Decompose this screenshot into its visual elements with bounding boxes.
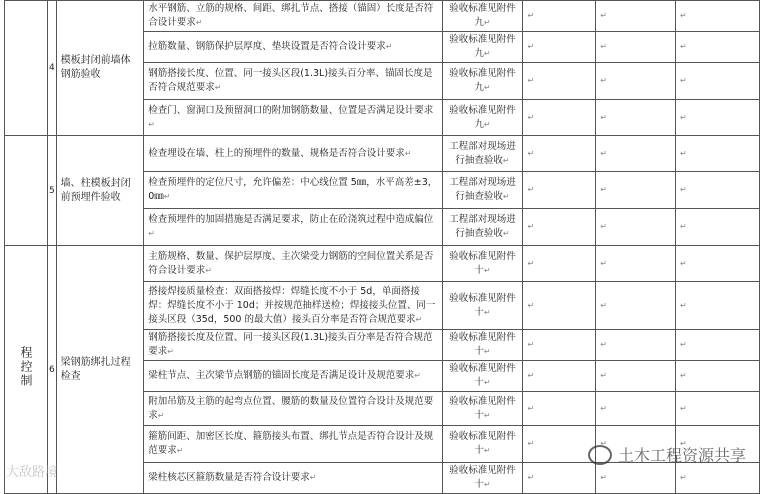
return-mark: ↵ — [214, 83, 222, 92]
return-mark: ↵ — [600, 185, 607, 194]
check-content-text: 主筋规格、数量、保护层厚度、主次梁受力钢筋的空间位置关系是否符合设计要求 — [148, 250, 434, 276]
return-mark: ↵ — [679, 222, 687, 231]
return-mark: ↵ — [483, 347, 491, 356]
return-mark: ↵ — [483, 410, 491, 420]
acceptance-standard-text: 验收标准见附件九 — [449, 104, 516, 130]
check-content — [144, 100, 442, 136]
return-mark: ↵ — [502, 192, 510, 201]
check-content — [144, 361, 442, 392]
check-content — [144, 136, 442, 172]
item-name: 梁钢筋绑扎过程检查 — [56, 246, 144, 494]
blank-cell-f — [596, 426, 676, 463]
return-mark: ↵ — [679, 340, 687, 349]
blank-cell-g — [675, 282, 759, 330]
blank-cell-g — [675, 426, 759, 463]
return-mark: ↵ — [600, 403, 607, 413]
return-mark: ↵ — [483, 378, 491, 387]
check-content-text: 附加吊筋及主筋的起弯点位置、腰筋的数量及位置符合设计及规范要求 — [148, 395, 434, 421]
blank-cell-g — [675, 100, 759, 136]
blank-cell-e — [523, 282, 596, 330]
item-number: 6 — [48, 246, 57, 494]
blank-cell-f — [596, 32, 676, 63]
return-mark: ↵ — [148, 229, 155, 238]
blank-cell-g — [675, 330, 759, 361]
return-mark: ↵ — [502, 155, 510, 165]
acceptance-standard — [442, 282, 523, 330]
return-mark: ↵ — [527, 340, 535, 349]
table-row — [5, 246, 760, 282]
return-mark: ↵ — [527, 371, 535, 380]
return-mark: ↵ — [600, 148, 607, 158]
return-mark: ↵ — [167, 347, 174, 356]
blank-cell-e — [523, 32, 596, 63]
return-mark: ↵ — [679, 11, 687, 20]
return-mark: ↵ — [205, 265, 212, 275]
acceptance-standard — [442, 32, 523, 63]
phase-cell — [5, 246, 48, 494]
return-mark: ↵ — [483, 480, 491, 489]
return-mark: ↵ — [176, 446, 184, 455]
blank-cell-f — [596, 392, 676, 426]
blank-cell-g — [675, 392, 759, 426]
return-mark: ↵ — [527, 42, 535, 51]
return-mark: ↵ — [415, 314, 423, 324]
acceptance-standard — [442, 100, 523, 136]
return-mark: ↵ — [527, 258, 535, 268]
blank-cell-e — [523, 63, 596, 100]
blank-cell-f — [596, 282, 676, 330]
return-mark: ↵ — [483, 83, 491, 92]
blank-cell-f — [596, 330, 676, 361]
blank-cell-f — [596, 361, 676, 392]
return-mark: ↵ — [600, 112, 607, 122]
phase-cell-empty — [5, 136, 48, 246]
blank-cell-g — [675, 463, 759, 494]
blank-cell-f — [596, 246, 676, 282]
acceptance-standard-text: 验收标准见附件十 — [449, 250, 516, 276]
acceptance-standard — [442, 209, 523, 246]
return-mark: ↵ — [679, 439, 687, 448]
acceptance-standard-text: 工程部对现场进行抽查验收 — [449, 177, 516, 202]
return-mark: ↵ — [679, 371, 687, 380]
check-content-text: 检查埋设在墙、柱上的预埋件的数量、规格是否符合设计要求 — [148, 147, 405, 159]
check-content-text: 水平钢筋、立筋的规格、间距、绑扎节点、搭接（锚固）长度是否符合设计要求 — [148, 3, 434, 28]
acceptance-standard — [442, 361, 523, 392]
acceptance-standard-text: 验收标准见附件十 — [449, 363, 516, 388]
check-content — [144, 282, 442, 330]
check-content — [144, 426, 442, 463]
blank-cell-g — [675, 172, 759, 209]
return-mark: ↵ — [679, 258, 687, 268]
check-content-text: 检查预埋件的定位尺寸，允许偏差：中心线位置 5㎜，水平高差±3，0㎜ — [148, 177, 438, 202]
check-content-text: 检查预埋件的加固措施是否满足要求，防止在砼浇筑过程中造成偏位 — [148, 214, 434, 225]
return-mark: ↵ — [600, 473, 607, 482]
blank-cell-f — [596, 172, 676, 209]
return-mark: ↵ — [163, 192, 171, 201]
acceptance-standard-text: 验收标准见附件九 — [449, 3, 516, 28]
blank-cell-f — [596, 100, 676, 136]
inspection-table — [4, 0, 760, 494]
phase-cell-empty — [5, 1, 48, 136]
check-content — [144, 32, 442, 63]
return-mark: ↵ — [527, 473, 535, 482]
check-content-text: 搭接焊接质量检查：双面搭接焊：焊缝长度不小于 5d，单面搭接焊：焊缝长度不小于 10d；并按规范抽样送检；焊接接头位置、同一接头区段（35d，500 的最大值）接头百分率是否符合规范要求 — [148, 285, 436, 325]
blank-cell-f — [596, 136, 676, 172]
item-number: 5 — [48, 136, 57, 246]
watermark-right: 土木工程资源共享 — [588, 443, 746, 466]
blank-cell-e — [523, 361, 596, 392]
acceptance-standard-text: 验收标准见附件九 — [449, 68, 516, 93]
blank-cell-e — [523, 392, 596, 426]
blank-cell-f — [596, 209, 676, 246]
return-mark: ↵ — [600, 340, 607, 349]
return-mark: ↵ — [600, 222, 607, 231]
blank-cell-f — [596, 1, 676, 32]
item-name: 墙、柱模板封闭前预埋件验收 — [56, 136, 144, 246]
return-mark: ↵ — [483, 119, 491, 129]
return-mark: ↵ — [600, 371, 607, 380]
check-content-text: 检查门、窗洞口及预留洞口的附加钢筋数量、位置是否满足设计要求 — [148, 104, 434, 116]
blank-cell-g — [675, 361, 759, 392]
return-mark: ↵ — [600, 258, 607, 268]
check-content — [144, 330, 442, 361]
check-content-text: 梁柱节点、主次梁节点钢筋的锚固长度是否满足设计及规范要求 — [148, 370, 415, 381]
check-content — [144, 463, 442, 494]
return-mark: ↵ — [385, 42, 393, 51]
return-mark: ↵ — [148, 119, 155, 129]
return-mark: ↵ — [679, 300, 687, 310]
check-content — [144, 63, 442, 100]
return-mark: ↵ — [404, 148, 412, 158]
return-mark: ↵ — [527, 11, 535, 20]
return-mark: ↵ — [483, 49, 491, 58]
check-content-text: 箍筋间距、加密区长度、箍筋接头布置、绑扎节点是否符合设计及规范要求 — [148, 431, 434, 456]
return-mark: ↵ — [679, 473, 687, 482]
blank-cell-g — [675, 209, 759, 246]
blank-cell-g — [675, 1, 759, 32]
blank-cell-e — [523, 463, 596, 494]
table-row — [5, 136, 760, 172]
blank-cell-e — [523, 1, 596, 32]
return-mark: ↵ — [483, 307, 491, 317]
blank-cell-g — [675, 63, 759, 100]
return-mark: ↵ — [414, 371, 421, 380]
item-number: 4 — [48, 1, 57, 136]
blank-cell-e — [523, 209, 596, 246]
acceptance-standard — [442, 63, 523, 100]
acceptance-standard-text: 验收标准见附件十 — [449, 465, 516, 490]
return-mark: ↵ — [679, 42, 687, 51]
check-content-text: 梁柱核芯区箍筋数量是否符合设计要求 — [148, 472, 310, 483]
check-content-text: 拉筋数量、钢筋保护层厚度、垫块设置是否符合设计要求 — [148, 41, 386, 52]
item-name: 模板封闭前墙体钢筋验收 — [56, 1, 144, 136]
return-mark: ↵ — [157, 410, 165, 420]
return-mark: ↵ — [600, 42, 607, 51]
table-row — [5, 1, 760, 32]
blank-cell-e — [523, 246, 596, 282]
blank-cell-e — [523, 136, 596, 172]
acceptance-standard-text: 验收标准见附件十 — [449, 395, 516, 421]
acceptance-standard-text: 验收标准见附件九 — [449, 34, 516, 59]
blank-cell-f — [596, 63, 676, 100]
watermark-left: 大敌路境 — [6, 465, 59, 480]
acceptance-standard — [442, 1, 523, 32]
return-mark: ↵ — [483, 446, 491, 455]
return-mark: ↵ — [527, 222, 535, 231]
acceptance-standard — [442, 246, 523, 282]
acceptance-standard-text: 验收标准见附件十 — [449, 431, 516, 456]
blank-cell-g — [675, 246, 759, 282]
return-mark: ↵ — [527, 403, 535, 413]
return-mark: ↵ — [527, 439, 535, 448]
return-mark: ↵ — [527, 76, 535, 85]
acceptance-standard — [442, 392, 523, 426]
return-mark: ↵ — [502, 229, 510, 238]
check-content — [144, 209, 442, 246]
check-content — [144, 246, 442, 282]
return-mark: ↵ — [483, 265, 491, 275]
phase-label: 程控制 — [19, 346, 33, 388]
return-mark: ↵ — [309, 473, 317, 482]
blank-cell-e — [523, 100, 596, 136]
acceptance-standard — [442, 330, 523, 361]
return-mark: ↵ — [527, 112, 535, 122]
return-mark: ↵ — [600, 76, 607, 85]
check-content-text: 钢筋搭接长度及位置、同一接头区段(1.3L)接头百分率是否符合规范要求 — [148, 332, 433, 357]
return-mark: ↵ — [600, 11, 607, 20]
return-mark: ↵ — [600, 439, 607, 448]
blank-cell-g — [675, 32, 759, 63]
return-mark: ↵ — [679, 112, 687, 122]
blank-cell-e — [523, 330, 596, 361]
acceptance-standard-text: 验收标准见附件十 — [449, 332, 516, 357]
acceptance-standard — [442, 426, 523, 463]
return-mark: ↵ — [679, 185, 687, 194]
acceptance-standard — [442, 172, 523, 209]
return-mark: ↵ — [483, 18, 491, 27]
return-mark: ↵ — [679, 148, 687, 158]
acceptance-standard — [442, 136, 523, 172]
check-content — [144, 172, 442, 209]
check-content — [144, 392, 442, 426]
acceptance-standard-text: 工程部对现场进行抽查验收 — [449, 140, 516, 166]
blank-cell-f — [596, 463, 676, 494]
check-content — [144, 1, 442, 32]
blank-cell-e — [523, 172, 596, 209]
return-mark: ↵ — [527, 300, 535, 310]
return-mark: ↵ — [195, 18, 203, 27]
check-content-text: 钢筋搭接长度、位置、同一接头区段(1.3L)接头百分率、锚固长度是否符合规范要求 — [148, 68, 433, 93]
return-mark: ↵ — [527, 148, 535, 158]
return-mark: ↵ — [527, 185, 535, 194]
return-mark: ↵ — [679, 76, 687, 85]
acceptance-standard — [442, 463, 523, 494]
acceptance-standard-text: 验收标准见附件十 — [449, 292, 516, 318]
blank-cell-g — [675, 136, 759, 172]
blank-cell-e — [523, 426, 596, 463]
acceptance-standard-text: 工程部对现场进行抽查验收 — [449, 214, 516, 239]
return-mark: ↵ — [679, 403, 687, 413]
return-mark: ↵ — [600, 300, 607, 310]
